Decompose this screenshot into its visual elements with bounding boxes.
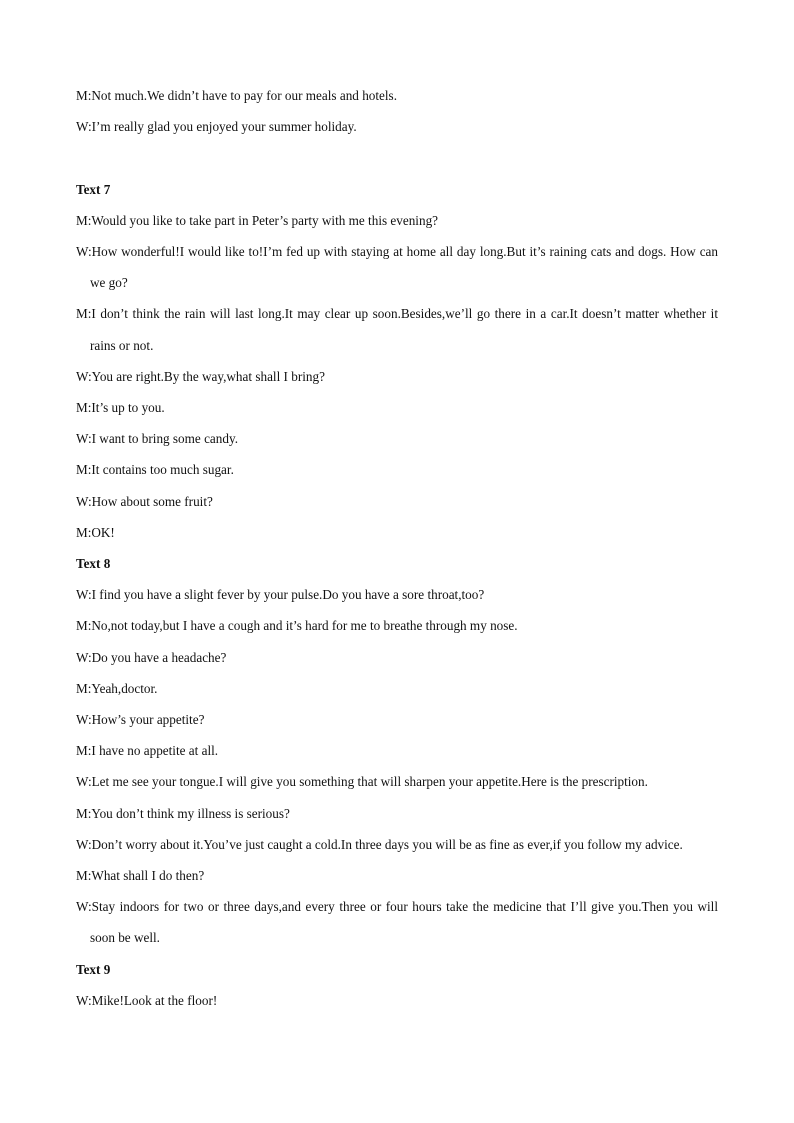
dialogue-line: W:How’s your appetite? bbox=[76, 712, 205, 728]
dialogue-line: W:How about some fruit? bbox=[76, 493, 213, 509]
dialogue-line: W:Let me see your tongue.I will give you something that will sharpen your appetite.Here is the prescription. bbox=[76, 774, 648, 790]
dialogue-line: W:Don’t worry about it.You’ve just caught a cold.In three days you will be as fine as ever,if you follow my advice. bbox=[76, 836, 683, 852]
dialogue-line: W:Mike!Look at the floor! bbox=[76, 992, 218, 1008]
dialogue-line: M:It’s up to you. bbox=[76, 400, 165, 416]
dialogue-line: M:What shall I do then? bbox=[76, 868, 205, 884]
dialogue-line: M:I have no appetite at all. bbox=[76, 743, 219, 759]
dialogue-line: M:I don’t think the rain will last long.It may clear up soon.Besides,we’ll go there in a car.It doesn’t matter whether it rains or not. bbox=[76, 306, 718, 353]
dialogue-line: W:I want to bring some candy. bbox=[76, 431, 238, 447]
blank-line bbox=[76, 142, 718, 173]
dialogue-line: M:Yeah,doctor. bbox=[76, 680, 158, 696]
dialogue-line: M:OK! bbox=[76, 524, 115, 540]
dialogue-line: M:No,not today,but I have a cough and it’s hard for me to breathe through my nose. bbox=[76, 618, 518, 634]
dialogue-line: W:I find you have a slight fever by your pulse.Do you have a sore throat,too? bbox=[76, 587, 485, 603]
dialogue-line: M:You don’t think my illness is serious? bbox=[76, 805, 290, 821]
section-heading: Text 9 bbox=[76, 961, 111, 977]
dialogue-line: W:Do you have a headache? bbox=[76, 649, 227, 665]
dialogue-line: M:Would you like to take part in Peter’s party with me this evening? bbox=[76, 212, 439, 228]
section-heading: Text 7 bbox=[76, 181, 111, 197]
dialogue-line: W:How wonderful!I would like to!I’m fed up with staying at home all day long.But it’s raining cats and dogs. How can we go? bbox=[76, 244, 718, 291]
dialogue-line: W:I’m really glad you enjoyed your summer holiday. bbox=[76, 119, 357, 135]
dialogue-line: M:Not much.We didn’t have to pay for our meals and hotels. bbox=[76, 88, 397, 103]
dialogue-line: M:It contains too much sugar. bbox=[76, 462, 234, 478]
section-heading: Text 8 bbox=[76, 556, 111, 572]
dialogue-line: W:You are right.By the way,what shall I bring? bbox=[76, 368, 325, 384]
document-page bbox=[76, 80, 718, 1016]
dialogue-line: W:Stay indoors for two or three days,and every three or four hours take the medicine that I’ll give you.Then you will soon be well. bbox=[76, 899, 718, 946]
